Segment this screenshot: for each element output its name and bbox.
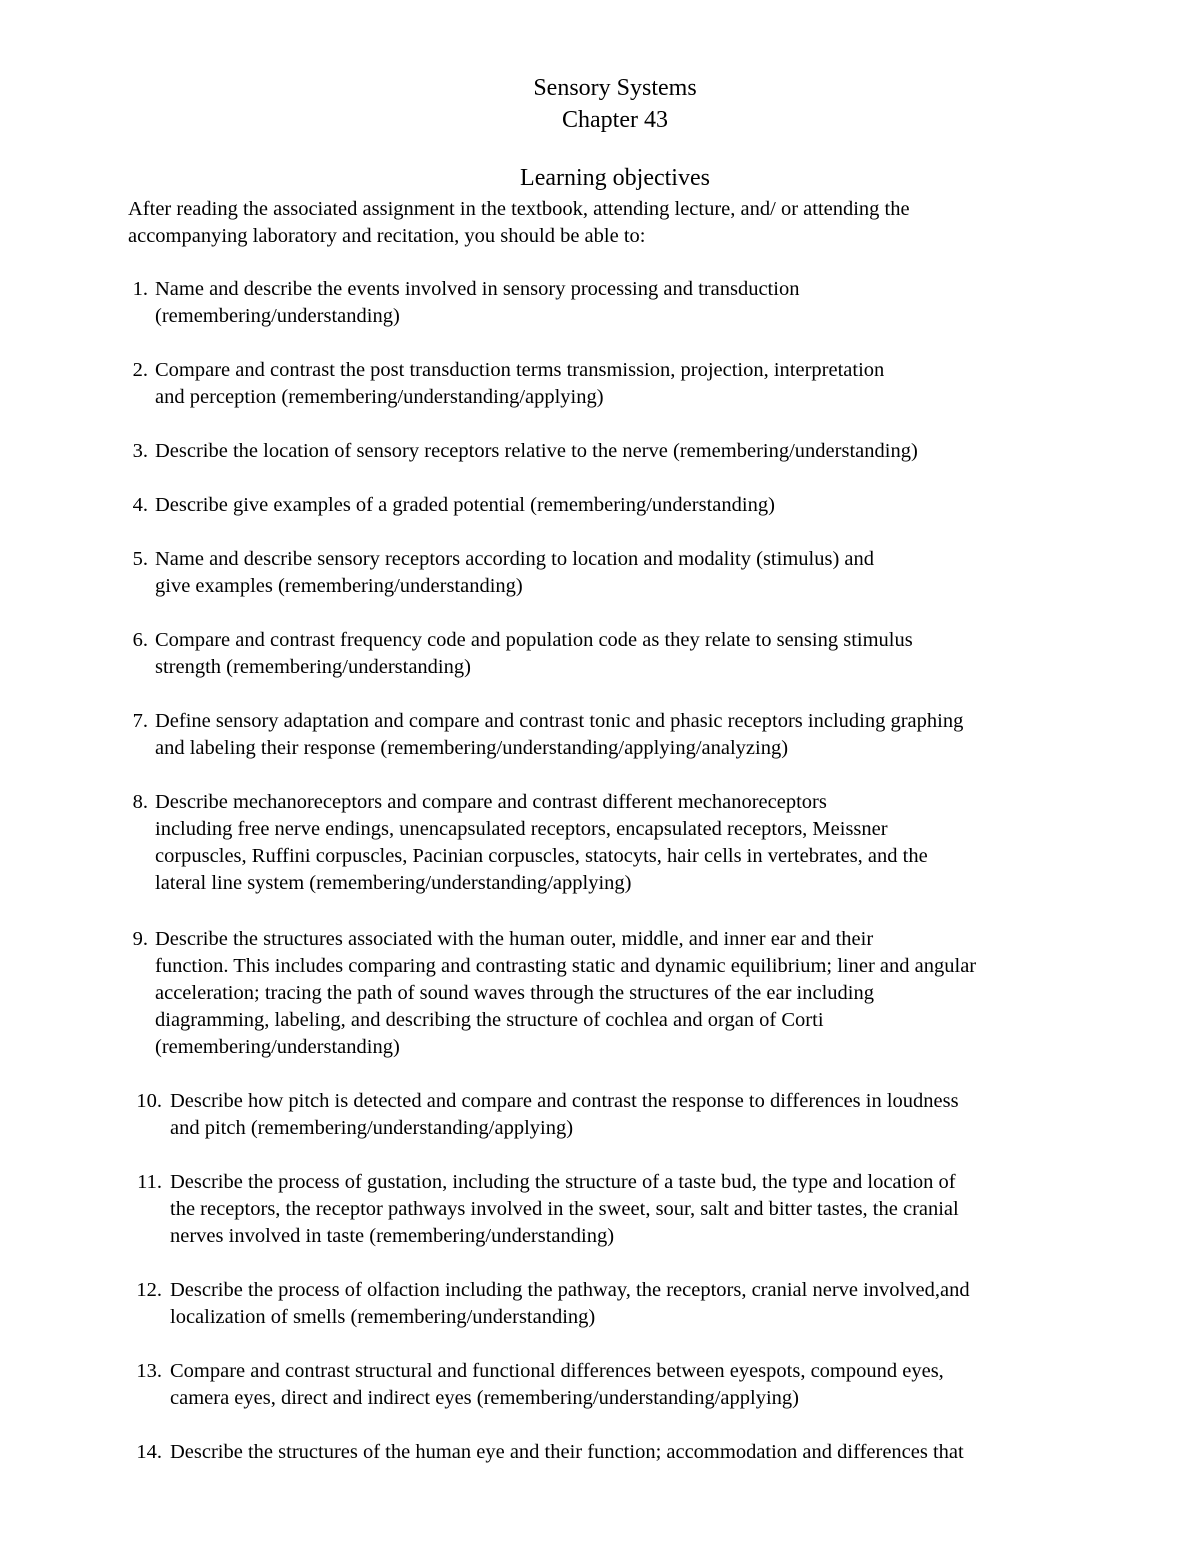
objective-line: acceleration; tracing the path of sound waves through the structures of the ear including — [155, 982, 874, 1004]
objective-number: 9. — [132, 928, 148, 950]
objective-line: Describe the location of sensory receptors relative to the nerve (remembering/understanding) — [155, 440, 918, 462]
objective-number: 5. — [132, 548, 148, 570]
objective-number: 14. — [136, 1441, 162, 1463]
objective-line: Describe give examples of a graded potential (remembering/understanding) — [155, 494, 775, 516]
objective-line: Describe the structures associated with the human outer, middle, and inner ear and their — [155, 928, 874, 950]
objective-text — [170, 1277, 1170, 1331]
objective-text — [155, 276, 1155, 330]
objective-line: diagramming, labeling, and describing the structure of cochlea and organ of Corti — [155, 1009, 824, 1031]
objective-text — [155, 708, 1155, 762]
objective-number: 1. — [132, 278, 148, 300]
objective-line: Compare and contrast structural and functional differences between eyespots, compound eyes, — [170, 1360, 944, 1382]
objective-line: the receptors, the receptor pathways involved in the sweet, sour, salt and bitter tastes, the cranial — [170, 1198, 959, 1220]
objective-line: camera eyes, direct and indirect eyes (remembering/understanding/applying) — [170, 1387, 799, 1409]
objective-number: 2. — [132, 359, 148, 381]
objective-text — [170, 1358, 1170, 1412]
objective-number: 13. — [136, 1360, 162, 1382]
objective-line: lateral line system (remembering/understanding/applying) — [155, 872, 632, 894]
objective-text — [170, 1439, 1170, 1466]
objective-line: Describe mechanoreceptors and compare and contrast different mechanoreceptors — [155, 791, 827, 813]
objective-line: Describe the process of gustation, including the structure of a taste bud, the type and location of — [170, 1171, 956, 1193]
objective-text — [155, 438, 1155, 465]
objective-line: Define sensory adaptation and compare and contrast tonic and phasic receptors including graphing — [155, 710, 964, 732]
objective-number: 10. — [136, 1090, 162, 1112]
objective-line: Describe the process of olfaction including the pathway, the receptors, cranial nerve involved,and — [170, 1279, 970, 1301]
objective-line: corpuscles, Ruffini corpuscles, Pacinian corpuscles, statocyts, hair cells in vertebrates, and the — [155, 845, 928, 867]
objective-text — [155, 357, 1155, 411]
objective-line: nerves involved in taste (remembering/understanding) — [170, 1225, 615, 1247]
objective-text — [155, 627, 1155, 681]
objective-number: 6. — [132, 629, 148, 651]
objective-line: Compare and contrast the post transduction terms transmission, projection, interpretation — [155, 359, 885, 381]
objective-number: 7. — [132, 710, 148, 732]
objective-text — [170, 1088, 1170, 1142]
objective-line: function. This includes comparing and contrasting static and dynamic equilibrium; liner and angular — [155, 955, 977, 977]
section-heading: Learning objectives — [520, 165, 710, 191]
objective-line: Name and describe the events involved in sensory processing and transduction — [155, 278, 800, 300]
objective-line: Describe the structures of the human eye and their function; accommodation and differences that — [170, 1441, 964, 1463]
objective-line: and labeling their response (remembering/understanding/applying/analyzing) — [155, 737, 789, 759]
objective-number: 11. — [137, 1171, 162, 1193]
objective-number: 4. — [132, 494, 148, 516]
objective-line: (remembering/understanding) — [155, 1036, 400, 1058]
objective-text — [170, 1169, 1170, 1250]
intro-paragraph — [128, 196, 1138, 250]
objective-line: Describe how pitch is detected and compare and contrast the response to differences in loudness — [170, 1090, 959, 1112]
objective-number: 3. — [132, 440, 148, 462]
intro-line: After reading the associated assignment in the textbook, attending lecture, and/ or attending the — [128, 198, 910, 220]
document-title: Sensory Systems — [533, 75, 697, 101]
objective-number: 12. — [136, 1279, 162, 1301]
objective-line: (remembering/understanding) — [155, 305, 400, 327]
objective-line: strength (remembering/understanding) — [155, 656, 471, 678]
objective-line: Compare and contrast frequency code and population code as they relate to sensing stimulus — [155, 629, 913, 651]
objective-number: 8. — [132, 791, 148, 813]
objective-text — [155, 926, 1155, 1061]
objective-text — [155, 492, 1155, 519]
intro-line: accompanying laboratory and recitation, you should be able to: — [128, 225, 646, 247]
objective-line: localization of smells (remembering/understanding) — [170, 1306, 596, 1328]
chapter-label: Chapter 43 — [562, 107, 668, 133]
objective-line: Name and describe sensory receptors according to location and modality (stimulus) and — [155, 548, 874, 570]
objective-line: give examples (remembering/understanding) — [155, 575, 523, 597]
objective-line: and perception (remembering/understanding/applying) — [155, 386, 604, 408]
objective-line: and pitch (remembering/understanding/applying) — [170, 1117, 574, 1139]
objective-line: including free nerve endings, unencapsulated receptors, encapsulated receptors, Meissner — [155, 818, 888, 840]
objective-text — [155, 546, 1155, 600]
objective-text — [155, 789, 1155, 897]
